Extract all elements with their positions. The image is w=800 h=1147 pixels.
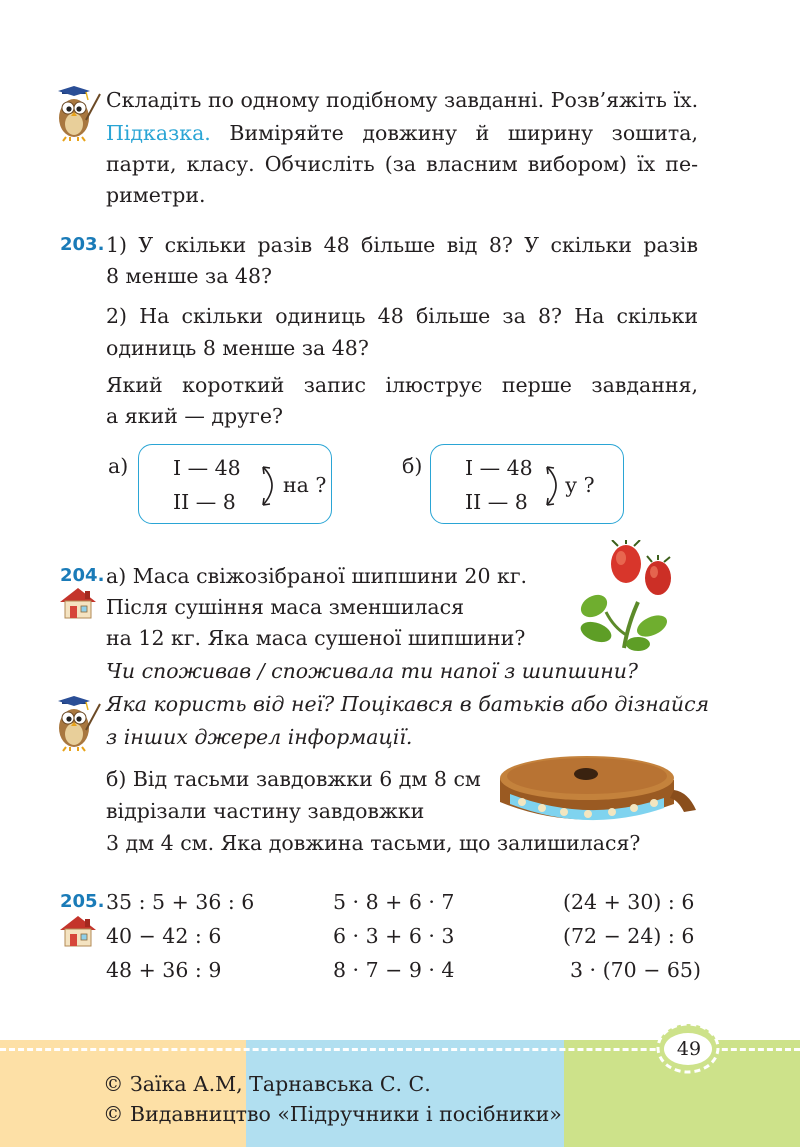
box-b-row1: I — 48 [465,456,533,480]
ribbon-roll-illustration [494,750,698,828]
task203-p1-line1 [106,231,698,259]
expression: 40 − 42 : 6 [106,924,222,948]
copyright-authors: © Заїка А.М, Тарнавська С. С. [103,1072,431,1096]
expression: 3 · (70 − 65) [570,958,701,982]
task204-b-line3: 3 дм 4 см. Яка довжина тасьми, що залишилася? [106,831,641,855]
expression: 48 + 36 : 9 [106,958,222,982]
box-b-row2: II — 8 [465,490,528,514]
box-a-question: на ? [283,473,327,497]
task-text: Який короткий запис ілюструє перше завдання, [106,373,698,397]
hint-line-1 [106,119,698,147]
task203-p2-line1 [106,302,698,330]
box-b-question: у ? [565,473,595,497]
copyright-publisher: © Видавництво «Підручники і посібники» [103,1102,562,1126]
task204-italic-line2: Яка користь від неї? Поцікався в батьків або дізнайся [106,692,710,716]
intro-line-1: Складіть по одному подібному завданні. Розв’яжіть їх. [106,88,699,112]
task203-p2-line2: одиниць 8 менше за 48? [106,336,369,360]
task203-q-line1 [106,371,698,399]
task-number: 204. [60,565,105,586]
short-note-box-b [430,444,624,524]
task-text: 1) У скільки разів 48 більше від 8? У скільки разів [106,233,698,257]
task-text: 2) На скільки одиниць 48 більше за 8? На скільки [106,304,698,328]
rosehip-illustration [566,540,686,656]
task203-p1-line2: 8 менше за 48? [106,264,273,288]
expression: (24 + 30) : 6 [563,890,695,914]
hint-line-3: риметри. [106,183,206,207]
box-a-row1: I — 48 [173,456,241,480]
task203-q-line2: а який — друге? [106,404,284,428]
compare-arrow-icon [259,463,283,509]
box-b-label: б) [402,454,423,478]
short-note-box-a [138,444,332,524]
house-icon [58,586,98,620]
task-number: 205. [60,891,105,912]
owl-teacher-icon [50,696,102,752]
task204-a-line3: на 12 кг. Яка маса сушеної шипшини? [106,626,526,650]
hint-label: Підказка. [106,121,211,145]
expression: 6 · 3 + 6 · 3 [333,924,455,948]
task204-italic-line3: з інших джерел інформації. [106,725,413,749]
box-a-label: а) [108,454,129,478]
expression: 5 · 8 + 6 · 7 [333,890,455,914]
hint-line-2 [106,150,698,178]
hint-text: Виміряйте довжину й ширину зошита, [229,121,698,145]
task204-italic-line1: Чи споживав / споживала ти напої з шипшини? [106,659,638,683]
compare-arrow-icon [543,463,567,509]
task-number: 203. [60,234,105,255]
expression: 35 : 5 + 36 : 6 [106,890,255,914]
task204-b-line1: б) Від тасьми завдовжки 6 дм 8 см [106,767,481,791]
expression: (72 − 24) : 6 [563,924,695,948]
page-number: 49 [676,1038,702,1060]
task204-a-line1: а) Маса свіжозібраної шипшини 20 кг. [106,564,528,588]
task204-b-line2: відрізали частину завдовжки [106,799,425,823]
expression: 8 · 7 − 9 · 4 [333,958,455,982]
owl-teacher-icon [50,86,102,142]
task204-a-line2: Після сушіння маса зменшилася [106,595,465,619]
hint-text: парти, класу. Обчисліть (за власним вибором) їх пе- [106,152,698,176]
box-a-row2: II — 8 [173,490,236,514]
house-icon [58,914,98,948]
